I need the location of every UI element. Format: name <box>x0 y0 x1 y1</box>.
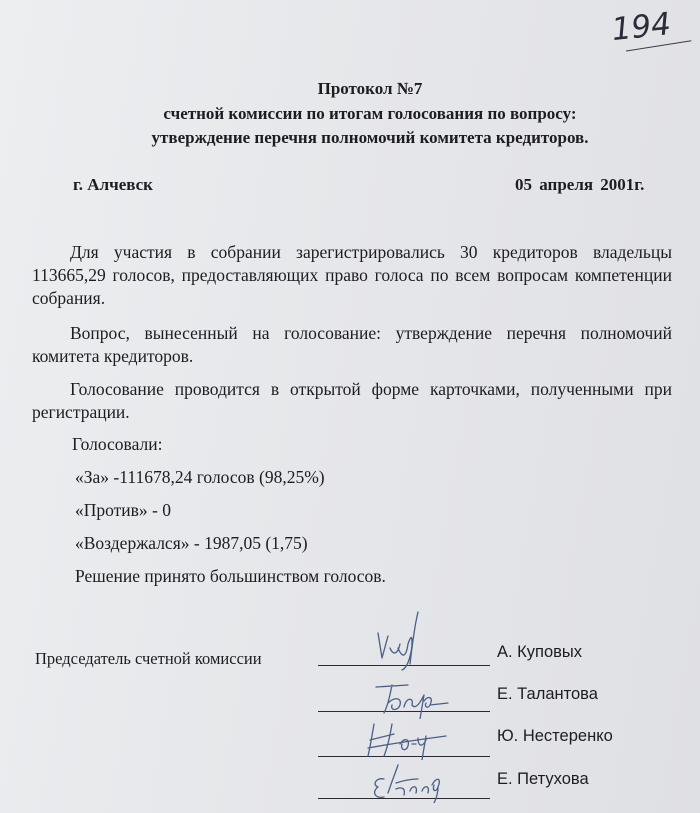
signature-3 <box>360 714 460 760</box>
protocol-title: Протокол №7 <box>317 79 423 98</box>
city: г. Алчевск <box>73 175 153 194</box>
votes-abstained: «Воздержался» - 1987,05 (1,75) <box>75 533 308 553</box>
question-paragraph: Вопрос, вынесенный на голосование: утверждение перечня полномочий комитета кредиторов. <box>32 323 672 366</box>
signatory-name: Ю. Нестеренко <box>497 727 613 745</box>
voting-method-paragraph: Голосование проводится в открытой форме карточками, полученными при регистрации. <box>32 379 672 422</box>
signatory-name: А. Куповых <box>497 643 583 661</box>
voted-label: Голосовали: <box>72 434 163 454</box>
signatory-name: Е. Талантова <box>497 685 598 703</box>
protocol-subtitle: счетной комиссии по итогам голосования по вопросу: <box>163 104 577 123</box>
handwritten-page-number: 194 <box>610 4 694 56</box>
chair-label: Председатель счетной комиссии <box>35 649 262 668</box>
signatory-name: Е. Петухова <box>497 770 589 788</box>
signature-4 <box>366 757 456 803</box>
votes-against: «Против» - 0 <box>75 500 172 520</box>
decision: Решение принято большинством голосов. <box>75 566 386 586</box>
registration-paragraph: Для участия в собрании зарегистрировались 30 кредиторов владельцы 113665,29 голосов, предоставляющих право голоса по всем вопросам компетенции собрания. <box>32 242 672 308</box>
signature-1 <box>368 608 438 674</box>
votes-for: «За» -111678,24 голосов (98,25%) <box>75 467 325 487</box>
protocol-topic: утверждение перечня полномочий комитета кредиторов. <box>151 128 589 147</box>
date: 05 апреля 2001г. <box>515 175 645 194</box>
signature-2 <box>368 675 458 719</box>
